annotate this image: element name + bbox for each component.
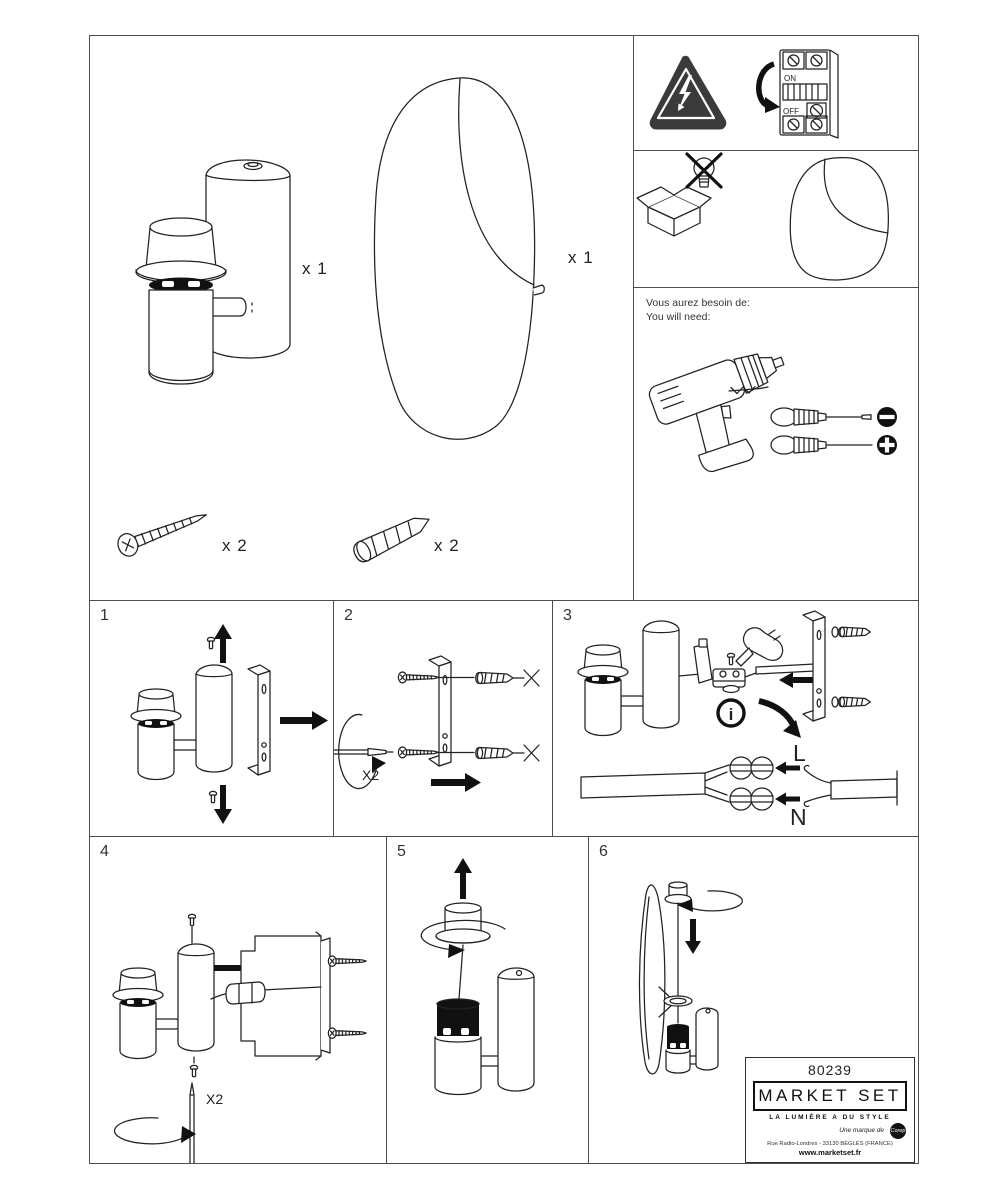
shade-outline: [790, 158, 888, 280]
top-x-mark: [524, 670, 539, 686]
neutral-label: N: [790, 804, 807, 830]
step2-art: [334, 601, 552, 836]
flat-screwdriver-icon: [771, 408, 871, 426]
parts-art: [90, 36, 633, 600]
shade-illustration: [374, 78, 544, 439]
tools-art: [634, 288, 918, 600]
bottom-anchor: [476, 748, 513, 759]
shade-qty: x 1: [568, 248, 594, 267]
bulb-not-included-icon: [687, 154, 721, 187]
bottom-wall-screw: [832, 697, 870, 707]
parts-panel: [89, 35, 634, 601]
power-off-panel: [633, 35, 919, 151]
breaker-off-label: OFF: [783, 107, 799, 116]
lamp-fixture-illustration: [136, 160, 290, 384]
curved-arrow: [759, 701, 794, 727]
rotation-arrow: [685, 891, 742, 911]
step2-number: 2: [344, 607, 353, 624]
mounting-ring: [664, 996, 692, 1006]
unpack-panel: [633, 150, 919, 288]
shade-cap: [436, 903, 490, 943]
turns-label: X2: [362, 767, 380, 783]
info-icon: [718, 700, 744, 726]
terminal-block: [713, 669, 745, 693]
power-off-art: [634, 36, 918, 150]
arrow-right: [431, 773, 481, 792]
step4-panel: [89, 836, 387, 1164]
bottom-screw: [190, 1065, 197, 1076]
bottom-wall-screw: [328, 1028, 366, 1038]
arrow-right: [280, 711, 328, 730]
arrow-down: [685, 919, 701, 954]
socket-exposed: [435, 999, 481, 1095]
wall-lamp-drawing: [113, 944, 214, 1059]
brand-box: [745, 1057, 915, 1163]
wall-lamp-drawing: [131, 665, 232, 780]
circuit-breaker-icon: [759, 50, 838, 138]
turns-label: X2: [206, 1091, 224, 1107]
wall-plug-illustration: [351, 510, 434, 565]
brand-tagline: LA LUMIÈRE A DU STYLE: [769, 1114, 891, 1121]
wall-bracket: [429, 656, 451, 766]
brand-logo-text: MARKET SET: [758, 1086, 902, 1105]
arrow-left: [779, 672, 815, 688]
step5-number: 5: [397, 843, 406, 860]
step3-art: [553, 601, 918, 836]
brand-logo: [753, 1081, 907, 1111]
step5-panel: [386, 836, 589, 1164]
lamp-small: [666, 1008, 718, 1073]
screw-qty: x 2: [222, 536, 248, 555]
tools-panel: [633, 287, 919, 601]
bottom-screw: [209, 791, 216, 802]
step2-panel: [333, 600, 553, 837]
pointing-hand: [736, 628, 783, 666]
phillips-screwdriver-icon: [771, 436, 872, 454]
terminal-screw: [727, 653, 734, 664]
live-label: L: [793, 740, 806, 766]
unpack-art: [634, 151, 918, 287]
step4-art: [90, 837, 386, 1163]
step3-number: 3: [563, 607, 572, 624]
tools-title-en: You will need:: [646, 311, 711, 324]
step1-number: 1: [100, 607, 109, 624]
wiring-detail: [581, 740, 897, 830]
top-anchor: [476, 673, 513, 684]
bottom-x-mark: [524, 745, 539, 761]
step6-number: 6: [599, 843, 608, 860]
wall-bracket: [248, 665, 270, 775]
step3-panel: [552, 600, 919, 837]
connector-cover: [694, 644, 712, 683]
byline-text: Une marque de: [839, 1127, 884, 1134]
fixture-qty: x 1: [302, 259, 328, 278]
top-wall-screw: [832, 627, 870, 637]
product-code: 80239: [808, 1062, 852, 1078]
arrow-down: [214, 785, 232, 824]
plug-qty: x 2: [434, 536, 460, 555]
top-screw: [188, 914, 195, 925]
brand-byline: [746, 1123, 914, 1139]
electrical-hazard-icon: [650, 56, 726, 129]
tools-title-fr: Vous aurez besoin de:: [646, 297, 750, 309]
arrow-up: [454, 858, 472, 899]
screwdriver-turning: [115, 1083, 196, 1163]
open-box-icon: [637, 187, 711, 236]
top-wall-screw: [328, 956, 366, 966]
brand-address: Rue Radio-Londres - 33130 BÈGLES (FRANCE): [767, 1141, 893, 1147]
bottom-screw: [398, 747, 438, 758]
mains-rod: [756, 664, 815, 674]
top-screw: [207, 637, 214, 648]
shade-cap-small: [665, 882, 691, 904]
top-screw: [398, 672, 438, 683]
instruction-sheet: [89, 35, 919, 1164]
corep-badge: Corep: [890, 1123, 906, 1139]
info-glyph: i: [728, 705, 734, 724]
breaker-on-label: ON: [784, 74, 796, 83]
step4-number: 4: [100, 843, 109, 860]
step1-panel: [89, 600, 334, 837]
lamp-body: [481, 968, 534, 1091]
wall-lamp-drawing: [578, 621, 679, 736]
arrow-up: [214, 624, 232, 663]
brand-website: www.marketset.fr: [798, 1148, 862, 1157]
shade-edge-view: [639, 885, 664, 1074]
step5-art: [387, 837, 588, 1163]
screw-illustration: [115, 504, 211, 559]
step1-art: [90, 601, 333, 836]
